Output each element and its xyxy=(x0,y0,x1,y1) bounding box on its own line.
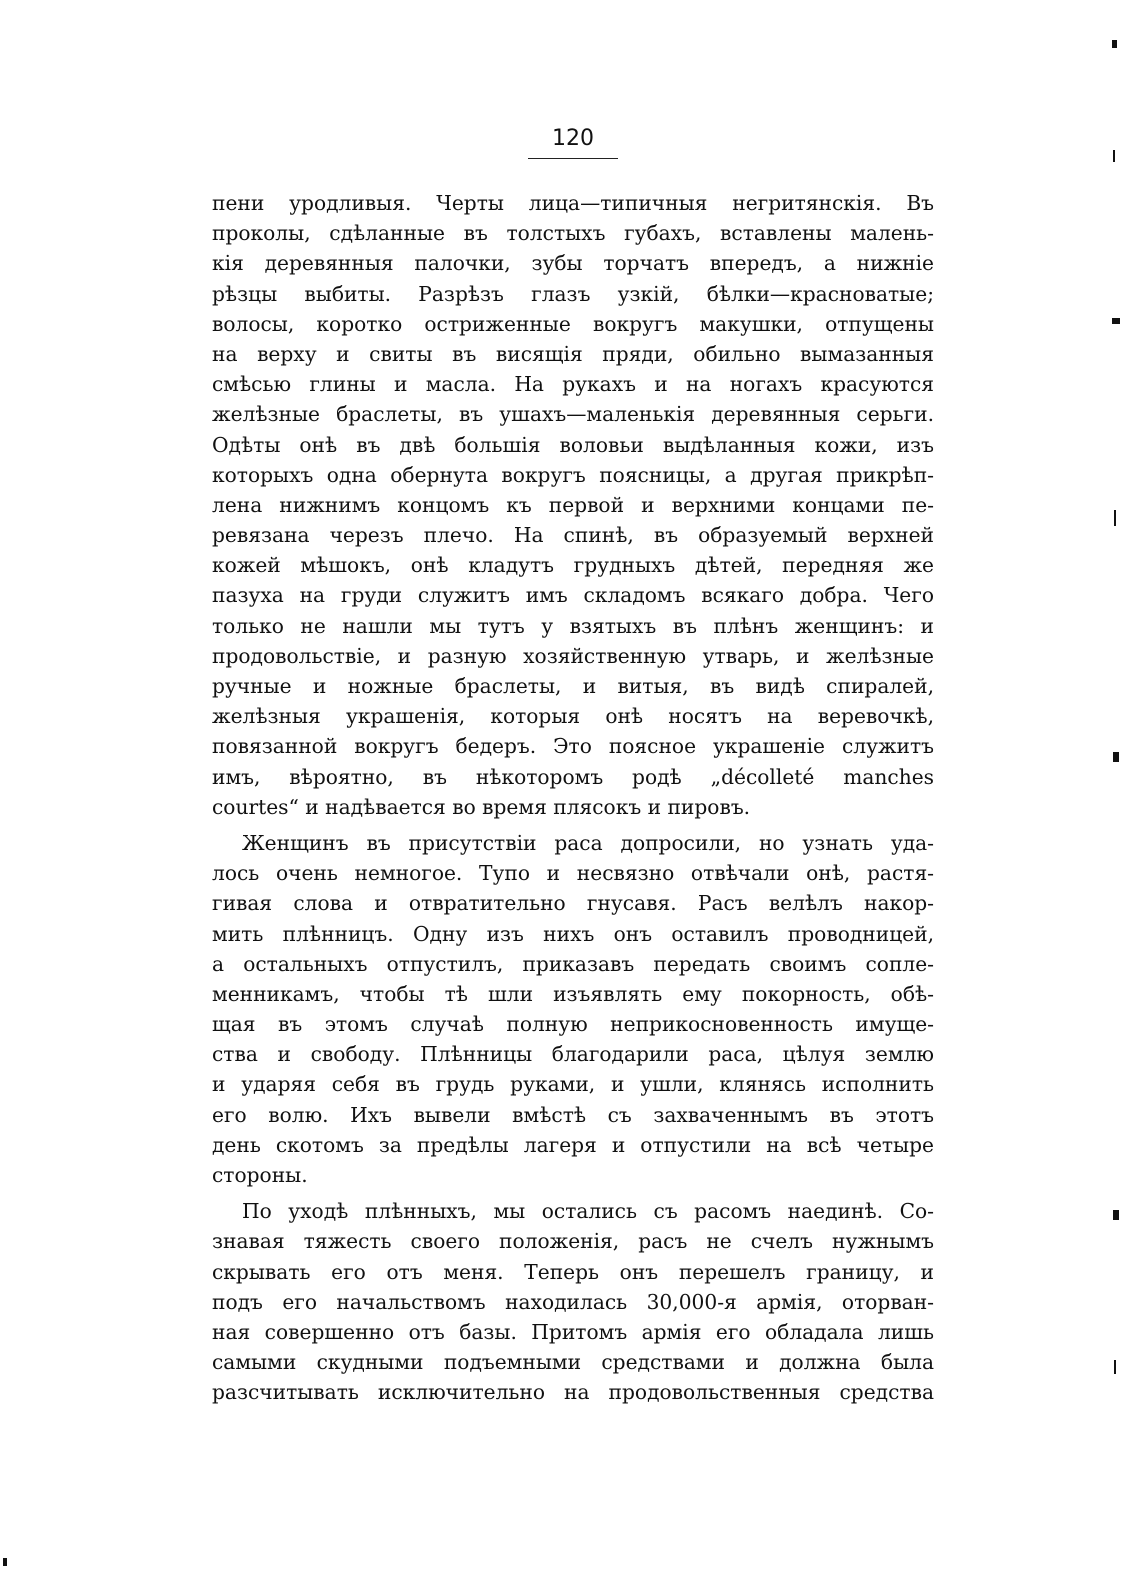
paragraph-3 xyxy=(212,1196,934,1407)
text-line: повязанной вокругъ бедеръ. Это поясное украшеніе служитъ xyxy=(212,734,934,759)
text-line: желѣзныя украшенія, которыя онѣ носятъ на веревочкѣ, xyxy=(212,704,934,729)
text-line: рѣзцы выбиты. Разрѣзъ глазъ узкій, бѣлки—красноватые; xyxy=(212,281,934,306)
text-line: кожей мѣшокъ, онѣ кладутъ грудныхъ дѣтей, передняя же xyxy=(212,553,934,578)
page-number: 120 xyxy=(552,126,594,151)
text-line: имъ, вѣроятно, въ нѣкоторомъ родѣ „décolleté manches xyxy=(212,764,934,789)
text-line: courtes“ и надѣвается во время плясокъ и пировъ. xyxy=(212,794,751,819)
text-line: щая въ этомъ случаѣ полную неприкосновенность имуще- xyxy=(212,1012,934,1037)
text-line: желѣзные браслеты, въ ушахъ—маленькія деревянныя серьги. xyxy=(212,402,934,427)
scan-mark xyxy=(1113,1210,1119,1220)
text-line: ревязана черезъ плечо. На спинѣ, въ образуемый верхней xyxy=(212,523,934,548)
scan-mark xyxy=(1113,150,1115,162)
text-line: проколы, сдѣланные въ толстыхъ губахъ, вставлены малень- xyxy=(212,221,934,246)
text-line: волосы, коротко остриженные вокругъ макушки, отпущены xyxy=(212,311,934,336)
text-line: стороны. xyxy=(212,1163,308,1187)
text-line: пазуха на груди служитъ имъ складомъ всякаго добра. Чего xyxy=(212,583,934,608)
text-line: гивая слова и отвратительно гнусавя. Расъ велѣлъ накор- xyxy=(212,891,934,916)
scan-mark xyxy=(1112,40,1117,48)
text-line: скрывать его отъ меня. Теперь онъ перешелъ границу, и xyxy=(212,1259,934,1284)
text-line: кія деревянныя палочки, зубы торчатъ впередъ, а нижніе xyxy=(212,251,934,276)
text-line: Одѣты онѣ въ двѣ большія воловьи выдѣланныя кожи, изъ xyxy=(212,432,934,457)
text-line: менникамъ, чтобы тѣ шли изъявлять ему покорность, обѣ- xyxy=(212,981,934,1006)
scan-mark xyxy=(1112,318,1120,324)
scan-mark xyxy=(3,1558,7,1566)
text-line: пени уродливыя. Черты лица—типичныя негритянскія. Въ xyxy=(212,191,934,215)
paragraph-2 xyxy=(212,828,934,1190)
text-line: его волю. Ихъ вывели вмѣстѣ съ захваченнымъ въ этотъ xyxy=(212,1102,934,1127)
paragraph-1 xyxy=(212,188,934,822)
text-line: ная совершенно отъ базы. Притомъ армія его обладала лишь xyxy=(212,1319,934,1344)
text-line: самыми скудными подъемными средствами и должна была xyxy=(212,1350,934,1375)
text-line: на верху и свиты въ висящія пряди, обильно вымазанныя xyxy=(212,341,934,366)
scan-mark xyxy=(1113,752,1119,762)
text-line: смѣсью глины и масла. На рукахъ и на ногахъ красуются xyxy=(212,372,934,397)
text-line: разсчитывать исключительно на продовольственныя средства xyxy=(212,1380,934,1405)
scan-mark xyxy=(1114,510,1116,526)
text-line: Женщинъ въ присутствіи раса допросили, но узнать уда- xyxy=(242,830,934,855)
text-line: подъ его начальствомъ находилась 30,000-я армія, оторван- xyxy=(212,1289,934,1314)
body-text xyxy=(212,188,934,1408)
text-line: ручные и ножные браслеты, и витыя, въ видѣ спиралей, xyxy=(212,674,934,698)
text-line: день скотомъ за предѣлы лагеря и отпустили на всѣ четыре xyxy=(212,1132,934,1157)
scan-mark xyxy=(1114,1360,1116,1374)
text-line: ства и свободу. Плѣнницы благодарили раса, цѣлуя землю xyxy=(212,1042,934,1067)
text-line: только не нашли мы тутъ у взятыхъ въ плѣнъ женщинъ: и xyxy=(212,613,934,638)
text-line: По уходѣ плѣнныхъ, мы остались съ расомъ наединѣ. Со- xyxy=(242,1199,934,1224)
text-line: и ударяя себя въ грудь руками, и ушли, клянясь исполнить xyxy=(212,1072,934,1097)
text-line: мить плѣнницъ. Одну изъ нихъ онъ оставилъ проводницей, xyxy=(212,921,934,946)
text-line: лось очень немногое. Тупо и несвязно отвѣчали онѣ, растя- xyxy=(212,861,934,886)
text-line: лена нижнимъ концомъ къ первой и верхними концами пе- xyxy=(212,492,934,517)
text-line: а остальныхъ отпустилъ, приказавъ передать своимъ сопле- xyxy=(212,951,934,976)
text-line: которыхъ одна обернута вокругъ поясницы, а другая прикрѣп- xyxy=(212,462,934,487)
text-line: знавая тяжесть своего положенія, расъ не счелъ нужнымъ xyxy=(212,1229,934,1254)
page-number-rule xyxy=(528,158,618,159)
text-line: продовольствіе, и разную хозяйственную утварь, и желѣзные xyxy=(212,643,934,668)
